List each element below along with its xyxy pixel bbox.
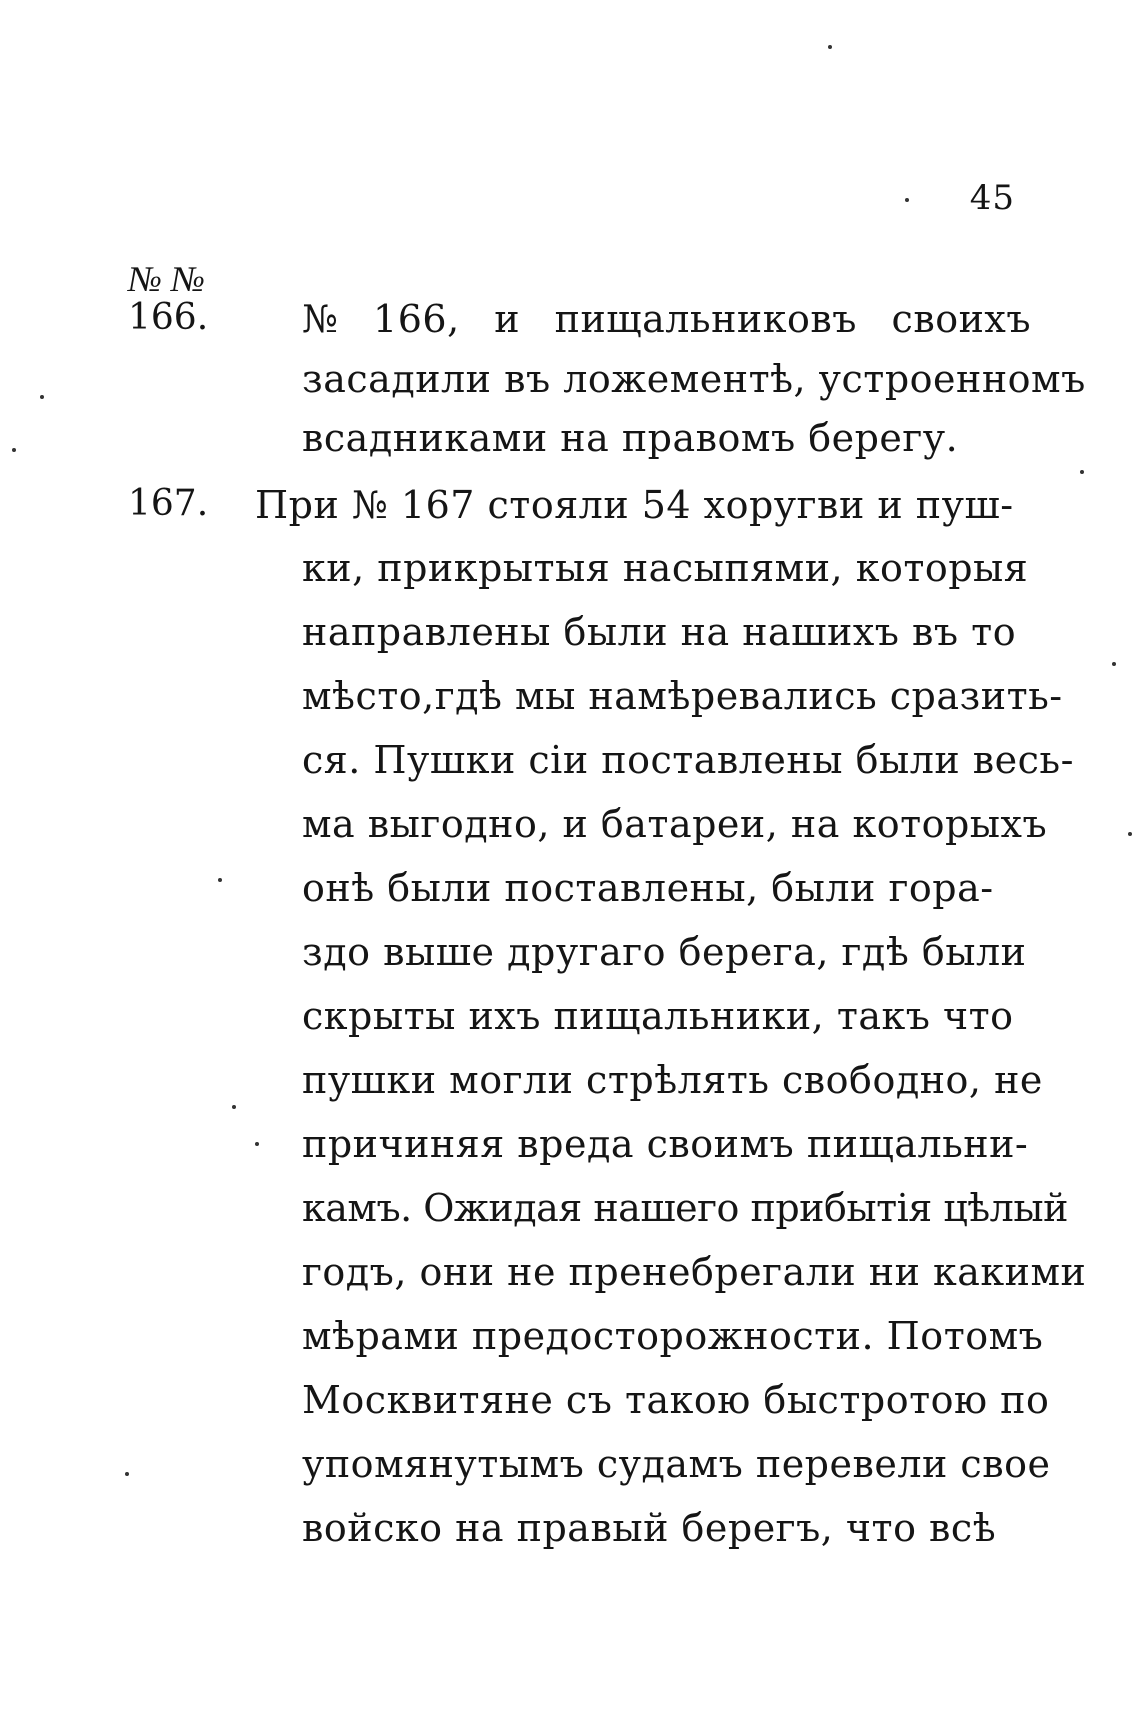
text-line: скрыты ихъ пищальники, такъ что bbox=[302, 994, 1014, 1038]
scan-speck bbox=[125, 1472, 129, 1476]
text-line: ся. Пушки сіи поставлены были весь- bbox=[302, 738, 1074, 782]
text-line: годъ, они не пренебрегали ни какими bbox=[302, 1250, 1087, 1294]
scan-speck bbox=[255, 1142, 259, 1146]
text-line: ма выгодно, и батареи, на которыхъ bbox=[302, 802, 1048, 846]
scan-speck bbox=[905, 198, 909, 202]
text-line: При № 167 стояли 54 хоругви и пуш- bbox=[255, 483, 1014, 527]
text-line: направлены были на нашихъ въ то bbox=[302, 610, 1017, 654]
scan-speck bbox=[828, 45, 832, 49]
scan-speck bbox=[218, 878, 222, 882]
text-line: мѣрами предосторожности. Потомъ bbox=[302, 1314, 1044, 1358]
text-line: здо выше другаго берега, гдѣ были bbox=[302, 930, 1027, 974]
scan-speck bbox=[232, 1105, 236, 1109]
text-line: упомянутымъ судамъ перевели свое bbox=[302, 1442, 1051, 1486]
text-line: пушки могли стрѣлять свободно, не bbox=[302, 1058, 1043, 1102]
text-line: мѣсто,гдѣ мы намѣревались сразить- bbox=[302, 674, 1063, 718]
scan-speck bbox=[1112, 662, 1116, 666]
margin-number-166: 166. bbox=[128, 297, 209, 338]
text-line: причиняя вреда своимъ пищальни- bbox=[302, 1122, 1029, 1166]
text-line: Москвитяне съ такою быстротою по bbox=[302, 1378, 1050, 1422]
margin-number-167: 167. bbox=[128, 483, 209, 524]
numero-column-header: № № bbox=[128, 259, 205, 299]
scan-speck bbox=[12, 448, 16, 452]
page-number: 45 bbox=[969, 178, 1015, 218]
scan-speck bbox=[40, 395, 44, 399]
text-line: онѣ были поставлены, были гора- bbox=[302, 866, 994, 910]
text-line: всадниками на правомъ берегу. bbox=[302, 416, 959, 460]
text-line: войско на правый берегъ, что всѣ bbox=[302, 1506, 997, 1550]
scan-speck bbox=[1080, 470, 1084, 474]
scan-speck bbox=[1128, 832, 1132, 836]
text-line: № 166, и пищальниковъ своихъ bbox=[302, 297, 1032, 341]
text-line: камъ. Ожидая нашего прибытія цѣлый bbox=[302, 1186, 1068, 1230]
text-line: ки, прикрытыя насыпями, которыя bbox=[302, 546, 1029, 590]
text-line: засадили въ ложементѣ, устроенномъ bbox=[302, 357, 1086, 401]
